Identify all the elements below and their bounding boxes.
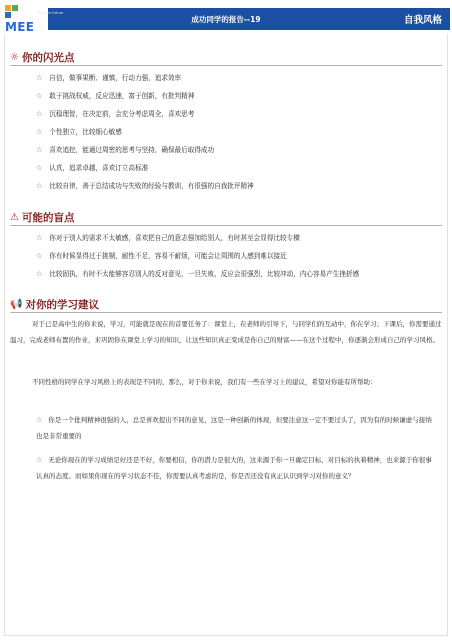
logo-text: MEE [5,20,35,34]
star-outline-icon: ☆ [36,182,43,190]
blindspot-item: ☆ 比较固执，有时不太能够容忍别人的反对意见，一旦失败，反应会很强烈，比较冲动，内心容易产生挫折感 [36,270,360,278]
strength-item: ☆ 沉稳理智，在决定前，会充分考虑周全，喜欢思考 [36,110,195,118]
divider [10,65,442,66]
divider [10,225,442,226]
strength-item: ☆ 认真，追求卓越，喜欢订立高标准 [36,164,149,172]
section-label: 自我风格 [403,15,442,26]
strength-item: ☆ 敢于挑战权威，反应迅速，富于创新，有批判精神 [36,92,195,100]
star-outline-icon: ☆ [36,270,43,278]
strength-item: ☆ 自信，做事果断、谨慎，行动力强，追求效率 [36,74,182,82]
blindspots-heading: ⚠ 可能的盲点 [10,212,75,224]
advice-item: ☆ 无论你现在的学习成绩是好还是不好，你要相信，你的潜力是很大的，这来源于你一旦确定目标，对目标的执着精神，也来源于你很事认真的态度。而如果你现在的学习状态不佳，你需要认真考虑的是，你是否还没有真正认识到学习对你的意义？ [36,456,432,480]
advice-item: ☆ 你是一个批判精神很强的人，总是喜欢提出不同的意见，这是一种创新的体现，但要注意这一定不要过头了，因为有的时候谦虚与接纳也是非常重要的 [36,416,432,440]
advice-paragraph: 不同性格的同学在学习风格上的表现是不同的，那么，对于你来说，我们有一些在学习上的建议，希望对你能有所帮助： [32,378,377,386]
star-outline-icon: ☆ [36,234,43,242]
star-outline-icon: ☆ [36,146,43,154]
star-outline-icon: ☆ [36,456,43,464]
strength-item: ☆ 个性独立，比较细心敏感 [36,128,122,136]
advice-heading: 📢 对你的学习建议 [10,299,99,311]
warning-triangle-icon: ⚠ [10,212,19,223]
star-outline-icon: ☆ [36,252,43,260]
strength-item: ☆ 喜欢追挖，能通过周密的思考与坚持，确保最后取得成功 [36,146,215,154]
star-outline-icon: ☆ [36,164,43,172]
divider [10,312,442,313]
sun-icon: ☼ [10,52,19,63]
star-outline-icon: ☆ [36,74,43,82]
star-outline-icon: ☆ [36,128,43,136]
star-outline-icon: ☆ [36,416,43,424]
page-header [0,0,452,36]
megaphone-icon: 📢 [10,299,23,310]
star-outline-icon: ☆ [36,92,43,100]
logo-tagline: Wisdom Future [37,11,64,15]
strengths-heading: ☼ 你的闪光点 [10,52,75,64]
strength-item: ☆ 比较自律，善于总结成功与失败的经验与教训，有很强的自我批评精神 [36,182,254,190]
advice-paragraph: 对于已是高中生的你来说，学习，可能就是现在的首要任务了：课堂上，在老师的引导下，与同学们的互动中，你在学习；下课后，你需要通过温习，完成老师布置的作业，来巩固你在课堂上学习的知识，让这些知识真正变成是你自己的财富——在这个过程中，你逐渐会形成自己的学习风格。 [10,320,442,344]
report-title: 成功同学的报告--19 [191,15,261,24]
blindspot-item: ☆ 你对于别人的需求不太敏感，喜欢把自己的意志强加给别人，有时甚至会显得比较专横 [36,234,300,242]
star-outline-icon: ☆ [36,110,43,118]
blindspot-item: ☆ 你有时候显得过于挑剔，耐性不足，容易不耐烦，可能会让周围的人感到难以接近 [36,252,287,260]
